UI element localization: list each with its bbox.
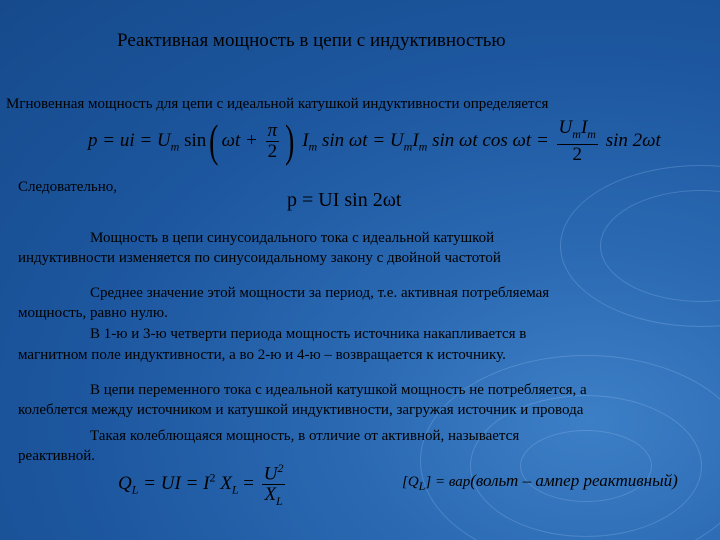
paragraph-1-line-1: Мощность в цепи синусоидального тока с идеальной катушкой [90, 230, 495, 246]
paragraph-3-line-1: В цепи переменного тока с идеальной катушкой мощность не потребляется, а [90, 382, 587, 398]
therefore-text: Следовательно, [18, 179, 118, 195]
power-formula: p = UI sin 2ωt [287, 189, 402, 211]
slide-title: Реактивная мощность в цепи с индуктивностью [117, 30, 506, 51]
ripple-decoration [560, 165, 720, 327]
intro-text: Мгновенная мощность для цепи с идеальной катушкой индуктивности определяется [6, 96, 549, 112]
paragraph-3-line-2: колеблется между источником и катушкой индуктивности, загружая источник и провода [18, 402, 584, 418]
instantaneous-power-formula: p = ui = $U_m$ sin( ωt + $\frac{\pi}{2}$ ) $I_m$ $\sin \omega t = U_mI_m$ sin ωt cos ωt = $U_mI_m$ 2 sin 2ωt [88, 115, 661, 167]
reactive-power-unit: $[Q_L]$ = вар(вольт – ампер реактивный) [402, 471, 678, 493]
paragraph-4-line-2: реактивной. [18, 448, 96, 464]
reactive-power-formula: $Q_L$ = UI = $I^2$ $X_L$ = $\frac{U^2}{X_L}$ [118, 458, 288, 511]
paragraph-1-line-2: индуктивности изменяется по синусоидальному закону с двойной частотой [18, 250, 501, 266]
paragraph-4-line-1: Такая колеблющаяся мощность, в отличие от активной, называется [90, 428, 520, 444]
paragraph-2-line-2: мощность, равно нулю. [18, 305, 168, 321]
paragraph-2-line-1: Среднее значение этой мощности за период, т.е. активная потребляемая [90, 285, 550, 301]
paragraph-2-line-3: В 1-ю и 3-ю четверти периода мощность источника накапливается в [90, 326, 527, 342]
paragraph-2-line-4: магнитном поле индуктивности, а во 2-ю и 4-ю – возвращается к источнику. [18, 347, 506, 363]
